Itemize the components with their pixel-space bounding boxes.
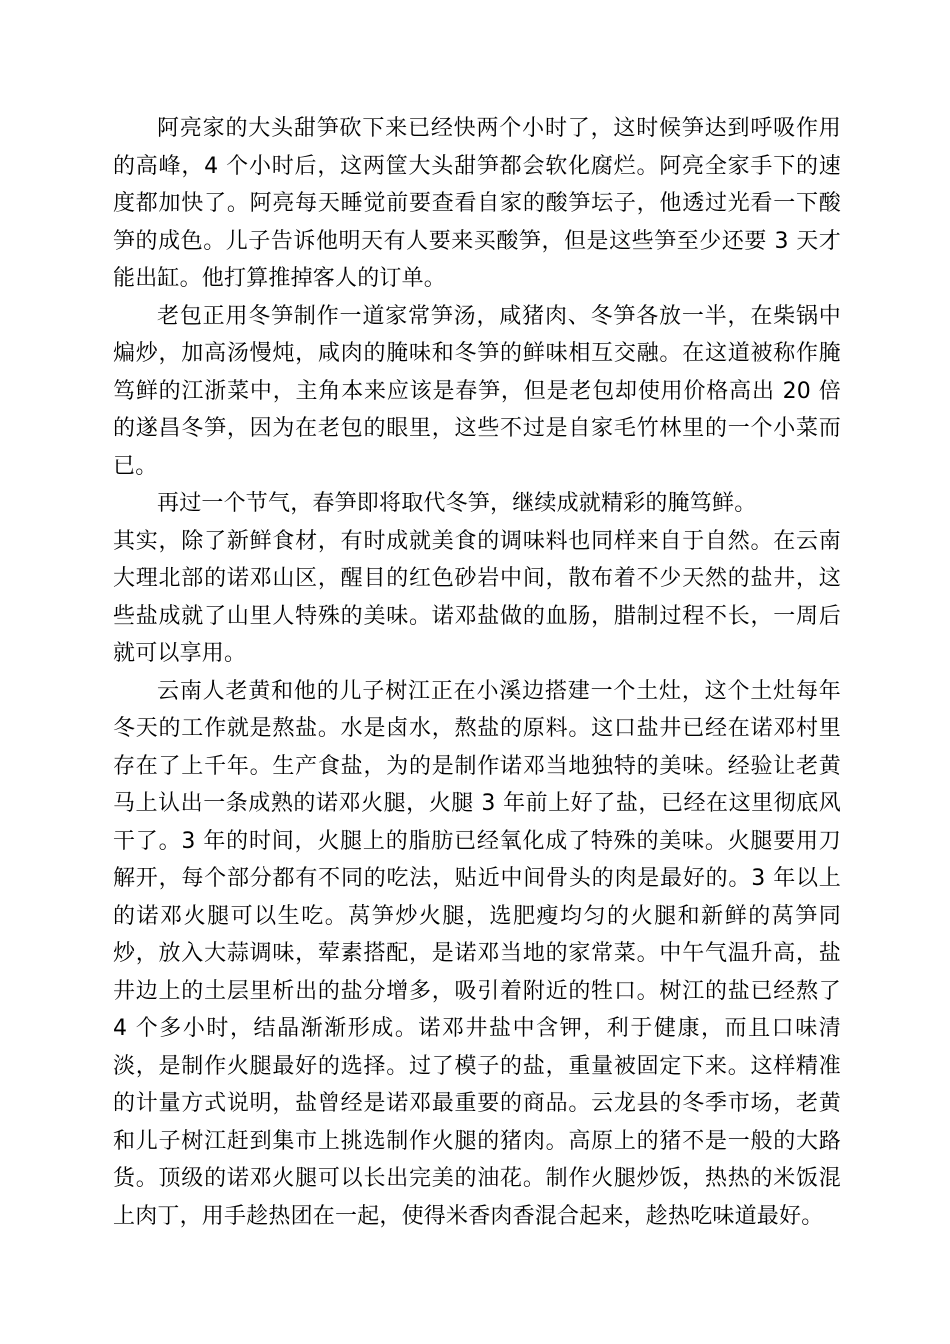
paragraph-bamboo-shoots-aliang: 阿亮家的大头甜笋砍下来已经快两个小时了，这时候笋达到呼吸作用的高峰，4 个小时后，这两筐大头甜笋都会软化腐烂。阿亮全家手下的速度都加快了。阿亮每天睡觉前要查看自家的酸笋坛子，他透过光看一下酸笋的成色。儿子告诉他明天有人要来买酸笋，但是这些笋至少还要 3 天才能出缸。他打算推掉客人的订单。 <box>113 116 841 291</box>
paragraph-nuodeng-salt: 其实，除了新鲜食材，有时成就美食的调味料也同样来自于自然。在云南大理北部的诺邓山区，醒目的红色砂岩中间，散布着不少天然的盐井，这些盐成就了山里人特殊的美味。诺邓盐做的血肠，腊制过程不长，一周后就可以享用。 <box>113 528 841 666</box>
paragraph-nuodeng-ham: 云南人老黄和他的儿子树江正在小溪边搭建一个土灶，这个土灶每年冬天的工作就是熬盐。水是卤水，熬盐的原料。这口盐井已经在诺邓村里存在了上千年。生产食盐，为的是制作诺邓当地独特的美味。经验让老黄马上认出一条成熟的诺邓火腿，火腿 3 年前上好了盐，已经在这里彻底风干了。3 年的时间，火腿上的脂肪已经氧化成了特殊的美味。火腿要用刀解开，每个部分都有不同的吃法，贴近中间骨头的肉是最好的。3 年以上的诺邓火腿可以生吃。莴笋炒火腿，选肥瘦均匀的火腿和新鲜的莴笋同炒，放入大蒜调味，荤素搭配，是诺邓当地的家常菜。中午气温升高，盐井边上的土层里析出的盐分增多，吸引着附近的牲口。树江的盐已经熬了 4 个多小时，结晶渐渐形成。诺邓井盐中含钾，利于健康，而且口味清淡，是制作火腿最好的选择。过了模子的盐，重量被固定下来。这样精准的计量方式说明，盐曾经是诺邓最重要的商品。云龙县的冬季市场，老黄和儿子树江赶到集市上挑选制作火腿的猪肉。高原上的猪不是一般的大路货。顶级的诺邓火腿可以长出完美的油花。制作火腿炒饭，热热的米饭混上肉丁，用手趁热团在一起，使得米香肉香混合起来，趁热吃味道最好。 <box>113 678 841 1229</box>
paragraph-winter-shoot-soup: 老包正用冬笋制作一道家常笋汤，咸猪肉、冬笋各放一半，在柴锅中煸炒，加高汤慢炖，咸肉的腌味和冬笋的鲜味相互交融。在这道被称作腌笃鲜的江浙菜中，主角本来应该是春笋，但是老包却使用价格高出 20 倍的遂昌冬笋，因为在老包的眼里，这些不过是自家毛竹林里的一个小菜而已。 <box>113 303 841 479</box>
document-body <box>113 110 841 1235</box>
paragraph-spring-shoots: 再过一个节气，春笋即将取代冬笋，继续成就精彩的腌笃鲜。 <box>157 491 757 516</box>
